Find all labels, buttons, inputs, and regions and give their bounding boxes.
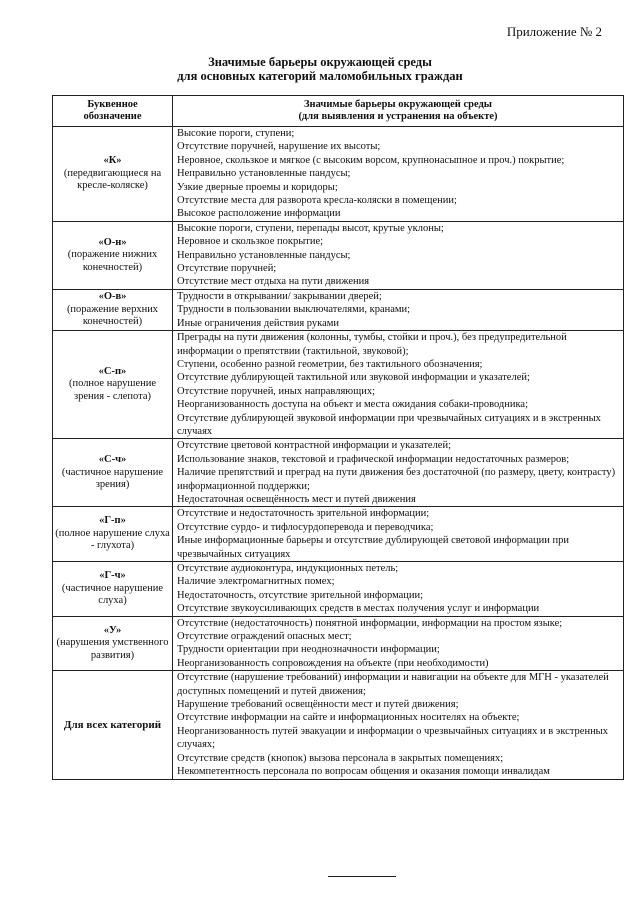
table-row (53, 562, 624, 617)
category-description: (поражение нижних конечностей) (67, 249, 158, 273)
barriers-cell (173, 127, 624, 222)
category-description: (частичное нарушение слуха) (61, 582, 164, 607)
category-description: (поражение верхних конечностей) (66, 303, 159, 328)
table-row (53, 331, 624, 439)
barrier-item: Отсутствие места для разворота кресла-коляски в помещении; (177, 195, 457, 207)
document-title (0, 55, 640, 83)
category-description: (полное нарушение зрения - слепота) (68, 378, 157, 402)
title-line-1: Значимые барьеры окружающей среды (208, 55, 432, 69)
barrier-item: Отсутствие дублирующей тактильной или звуковой информации и указателей; (177, 372, 530, 384)
table-row (53, 507, 624, 562)
barrier-item: Отсутствие (недостаточность) понятной информации, информации на простом языке; (177, 617, 563, 629)
barrier-item: Отсутствие цветовой контрастной информации и указателей; (177, 440, 451, 452)
barrier-item: Отсутствие и недостаточность зрительной информации; (177, 508, 430, 520)
barrier-item: Недостаточность, отсутствие зрительной информации; (177, 589, 424, 601)
barrier-list (173, 671, 623, 778)
barrier-item: Отсутствие информации на сайте и информационных носителях на объекте; (177, 712, 520, 724)
category-code: «К» (103, 155, 122, 167)
category-code: «Г-п» (99, 515, 126, 527)
barrier-item: Отсутствие поручней; (177, 263, 277, 275)
barrier-item: Неровное и скользкое покрытие; (177, 236, 324, 248)
table-row (53, 439, 624, 507)
barrier-item: Трудности ориентации при неоднозначности информации; (177, 644, 440, 656)
category-code: «О-н» (98, 236, 127, 248)
barrier-item: Отсутствие ограждений опасных мест; (177, 631, 352, 643)
header-barriers (173, 96, 624, 127)
barriers-cell (173, 289, 624, 330)
category-code: «У» (103, 624, 122, 636)
barrier-item: Высокое расположение информации (177, 208, 341, 220)
barriers-cell (173, 331, 624, 439)
barrier-item: Некомпетентность персонала по вопросам общения и оказания помощи инвалидам (177, 766, 550, 778)
category-cell (53, 221, 173, 289)
appendix-label: Приложение № 2 (506, 24, 602, 39)
category-code: «О-в» (98, 291, 127, 303)
category-description: (частичное нарушение зрения) (61, 466, 164, 491)
barrier-item: Отсутствие поручней, нарушение их высоты; (177, 141, 381, 153)
barriers-cell (173, 221, 624, 289)
barrier-item: Неправильно установленные пандусы; (177, 249, 351, 261)
barrier-item: Отсутствие средств (кнопок) вызова персонала в закрытых помещениях; (177, 752, 504, 764)
barrier-item: Высокие пороги, ступени; (177, 128, 295, 139)
barrier-item: Отсутствие мест отдыха на пути движения (177, 276, 370, 288)
barrier-item: Ступени, особенно разной геометрии, без тактильного обозначения; (177, 358, 483, 370)
header-letter-code (53, 96, 173, 127)
barriers-cell (173, 507, 624, 562)
barriers-cell (173, 439, 624, 507)
barrier-item: Неровное, скользкое и мягкое (с высоким ворсом, крупнонасыпное и проч.) покрытие; (177, 154, 565, 166)
barrier-item: Иные информационные барьеры и отсутствие дублирующей световой информации при чрезвычайных ситуациях (177, 535, 570, 560)
barrier-item: Узкие дверные проемы и коридоры; (177, 181, 338, 193)
category-cell (53, 507, 173, 562)
barrier-item: Отсутствие поручней, иных направляющих; (177, 385, 376, 397)
barrier-list (173, 290, 623, 330)
category-cell (53, 127, 173, 222)
table-row (53, 221, 624, 289)
footer-rule (328, 876, 396, 877)
barrier-item: Отсутствие звукоусиливающих средств в местах получения услуг и информации (177, 603, 540, 615)
table-row (53, 127, 624, 222)
barrier-item: Неорганизованность доступа на объект и места ожидания собаки-проводника; (177, 399, 529, 411)
barrier-item: Наличие препятствий и преград на пути движения без достаточной (по размеру, цвету, контрасту) информационной поддержки; (177, 467, 616, 492)
header-letter-code-line-1: Буквенное (87, 99, 138, 110)
barrier-list (173, 562, 623, 616)
barrier-item: Нарушение требований освещённости мест и путей движения; (177, 699, 459, 711)
category-cell (53, 616, 173, 671)
table-row (53, 616, 624, 671)
barrier-list (173, 331, 623, 438)
barrier-item: Трудности в пользовании выключателями, кранами; (177, 304, 411, 316)
barriers-cell (173, 562, 624, 617)
barrier-item: Неорганизованность путей эвакуации и информации о чрезвычайных ситуациях и в экстренных случаях; (177, 725, 608, 751)
barrier-item: Высокие пороги, ступени, перепады высот, крутые уклоны; (177, 222, 444, 234)
barrier-item: Отсутствие сурдо- и тифлосурдоперевода и переводчика; (177, 521, 434, 533)
barrier-item: Недостаточная освещённость мест и путей движения (177, 493, 416, 505)
header-letter-code-line-2: обозначение (83, 111, 142, 122)
barrier-list (173, 617, 623, 671)
barrier-list (173, 439, 623, 506)
title-line-2: для основных категорий маломобильных граждан (177, 69, 463, 83)
barrier-item: Наличие электромагнитных помех; (177, 576, 335, 588)
category-cell (53, 439, 173, 507)
header-barriers-line-1: Значимые барьеры окружающей среды (304, 99, 492, 110)
barriers-cell (173, 616, 624, 671)
table-row (53, 289, 624, 330)
header-barriers-line-2: (для выявления и устранения на объекте) (298, 111, 498, 122)
category-code: «С-п» (98, 365, 127, 377)
category-description: (передвигающиеся на кресле-коляске) (63, 167, 162, 192)
barrier-item: Использование знаков, текстовой и графической информации недостаточных размеров; (177, 453, 570, 465)
category-code: Для всех категорий (63, 718, 162, 731)
table-row (53, 671, 624, 779)
barrier-item: Неорганизованность сопровождения на объекте (при необходимости) (177, 657, 489, 669)
barrier-item: Неправильно установленные пандусы; (177, 168, 351, 180)
barrier-item: Трудности в открывании/ закрывании дверей; (177, 290, 382, 302)
category-cell (53, 289, 173, 330)
barrier-item: Отсутствие дублирующей звуковой информации при чрезвычайных ситуациях и в экстренных случаях (177, 412, 601, 437)
table-header-row (53, 96, 624, 127)
barrier-list (173, 507, 623, 561)
category-cell (53, 331, 173, 439)
barrier-item: Преграды на пути движения (колонны, тумбы, стойки и проч.), без предупредительной информации о препятствии (тактильной, звуковой); (177, 332, 567, 357)
category-cell (53, 562, 173, 617)
barrier-list (173, 127, 623, 221)
category-code: «Г-ч» (99, 570, 126, 582)
category-cell (53, 671, 173, 779)
barrier-list (173, 222, 623, 289)
barrier-item: Отсутствие аудиоконтура, индукционных петель; (177, 563, 399, 574)
barriers-table (52, 95, 624, 780)
category-code: «С-ч» (98, 454, 127, 466)
barrier-item: Отсутствие (нарушение требований) информации и навигации на объекте для МГН - указателей доступных помещений и путей движения; (177, 672, 609, 697)
barrier-item: Иные ограничения действия руками (177, 317, 340, 329)
barriers-cell (173, 671, 624, 779)
category-description: (нарушения умственного развития) (56, 637, 169, 661)
category-description: (полное нарушение слуха - глухота) (55, 527, 170, 552)
